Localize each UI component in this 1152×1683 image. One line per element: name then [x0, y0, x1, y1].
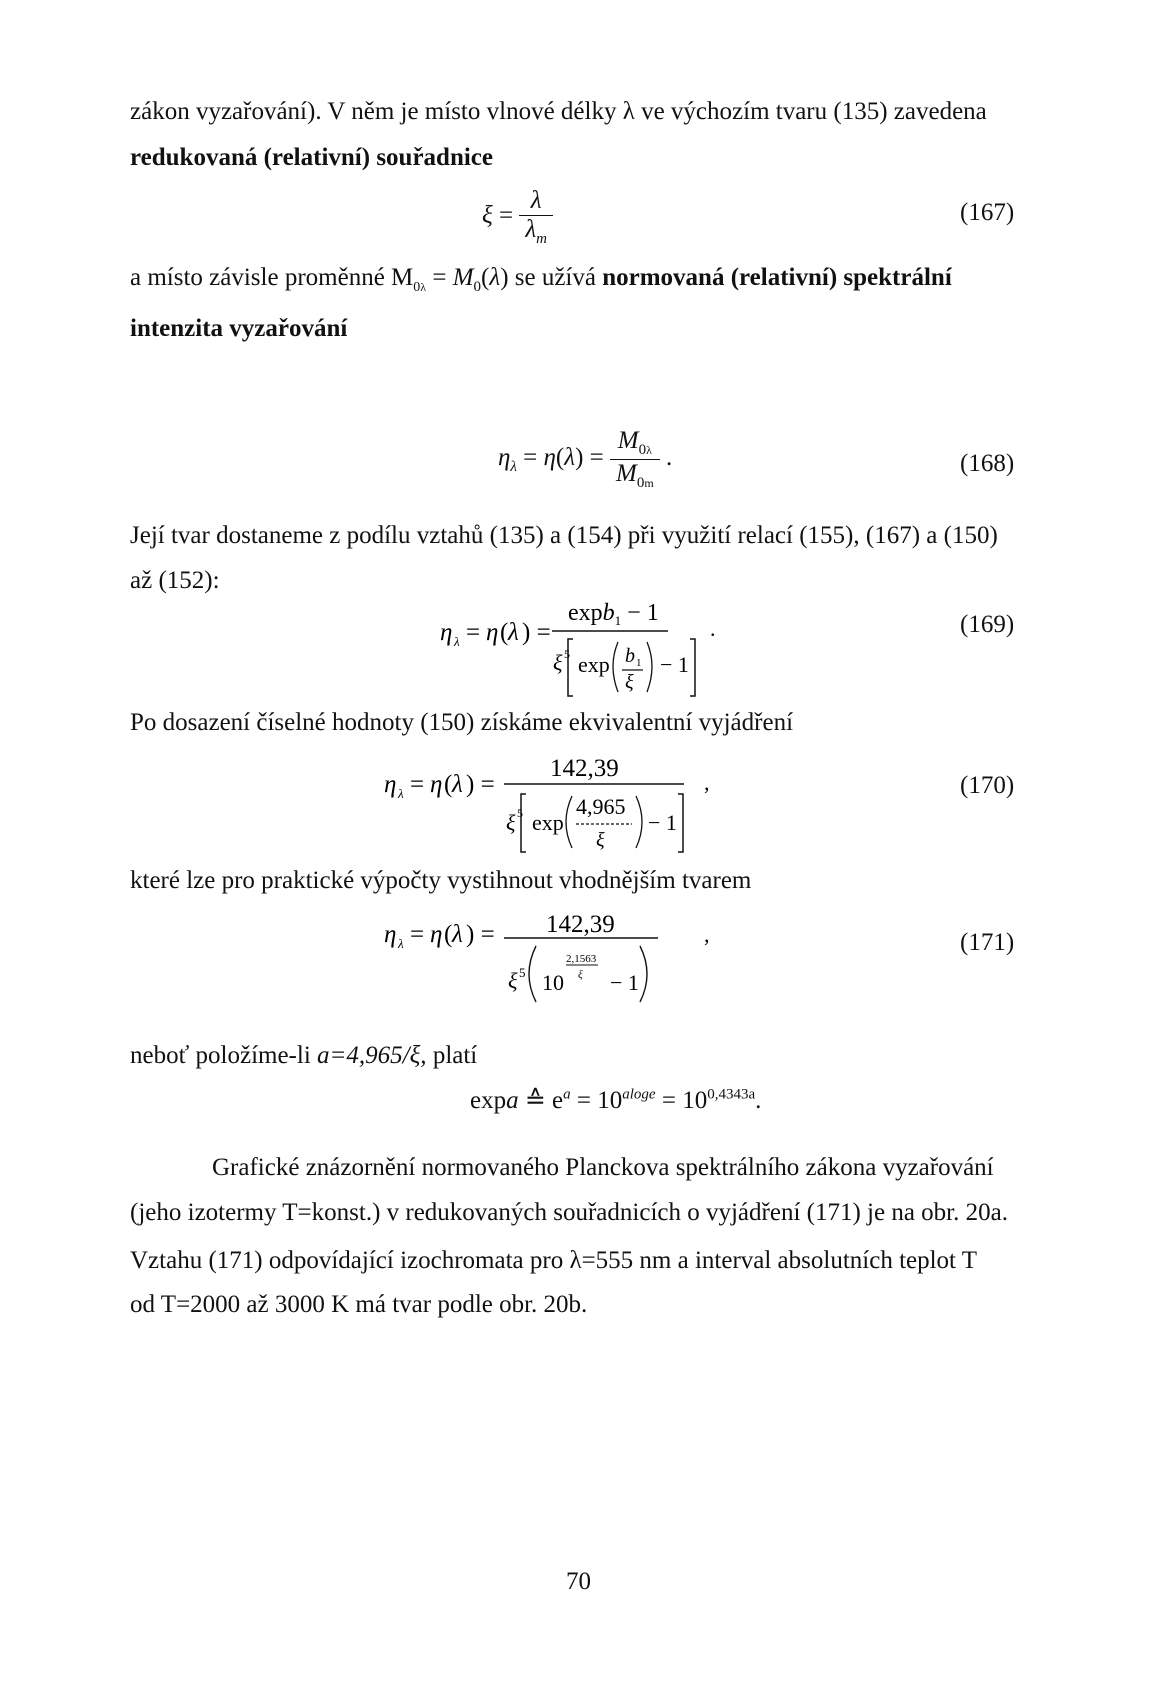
- svg-text:(: (: [444, 771, 453, 798]
- constant-4-965: 4,965: [576, 794, 626, 819]
- text-line-13: od T=2000 až 3000 K má tvar podle obr. 20b.: [130, 1291, 588, 1318]
- equation-170: [384, 744, 784, 864]
- text-line-4-bold: intenzita vyzařování: [130, 315, 348, 342]
- text-line-8: které lze pro praktické výpočty vystihnout vhodnějším tvarem: [130, 867, 752, 894]
- equation-number-169: (169): [960, 611, 1015, 638]
- text-line-9-math: a=4,965/ξ,: [317, 1042, 427, 1069]
- svg-text:η: η: [384, 921, 397, 948]
- svg-text:ξ: ξ: [506, 810, 516, 835]
- svg-text:ξ: ξ: [625, 671, 634, 693]
- equation-number-170: (170): [960, 772, 1015, 799]
- equation-exp-relation: expa ≙ $e^a = 10^{aloge} = 10^{0,4343a}$.: [470, 1086, 762, 1114]
- svg-text:η: η: [384, 771, 397, 798]
- equation-number-168: (168): [960, 450, 1015, 477]
- svg-text:− 1: − 1: [660, 652, 689, 677]
- equation-168: $\eta_\lambda = \eta(\lambda)$ = $\frac{M_{0\lambda}}{M_{0m}}$ .: [498, 427, 673, 491]
- svg-text:λ: λ: [398, 936, 404, 951]
- equation-number-167: (167): [960, 199, 1015, 226]
- svg-text:η: η: [430, 771, 443, 798]
- svg-text:exp: exp: [578, 652, 610, 677]
- text-line-3-prefix: a místo závisle proměnné M: [130, 264, 414, 291]
- text-line-6: až (152):: [130, 567, 220, 594]
- svg-text:) =: ) =: [466, 921, 495, 948]
- constant-142-39: 142,39: [550, 755, 619, 782]
- text-line-9-suffix: platí: [426, 1042, 478, 1069]
- svg-text:expb1 − 1: expb$_1$ − 1: [568, 600, 659, 628]
- text-line-11: (jeho izotermy T=konst.) v redukovaných souřadnicích o vyjádření (171) je na obr. 20a.: [130, 1199, 1008, 1226]
- text-line-9-prefix: neboť položíme-li: [130, 1042, 318, 1069]
- constant-2-1563: 2,1563: [566, 953, 597, 965]
- equation-169: [440, 592, 760, 702]
- svg-text:,: ,: [704, 770, 710, 795]
- svg-text:b: b: [625, 645, 635, 667]
- svg-text:5: 5: [517, 806, 523, 820]
- svg-text:ξ: ξ: [508, 968, 518, 993]
- svg-text:η: η: [440, 619, 453, 646]
- svg-text:) =: ) =: [466, 771, 495, 798]
- svg-text:ξ: ξ: [596, 829, 605, 851]
- text-line-3: a místo závisle proměnné $M_{0\lambda} = M_0(\lambda)$ se užívá normovaná (relativní) spektrální: [130, 264, 952, 295]
- page-number: 70: [566, 1568, 591, 1595]
- svg-text:=: =: [410, 921, 425, 948]
- exponent-04343a: 0,4343a: [707, 1086, 756, 1103]
- constant-10: 10: [542, 970, 564, 995]
- equation-171: [384, 898, 784, 1008]
- text-line-9: [130, 1041, 1030, 1071]
- svg-text:λ: λ: [452, 921, 463, 948]
- equation-number-171: (171): [960, 929, 1015, 956]
- svg-text:exp: exp: [532, 810, 564, 835]
- text-line-1: zákon vyzařování). V něm je místo vlnové délky λ ve výchozím tvaru (135) zavedena: [130, 98, 987, 125]
- text-line-3-bold: normovaná (relativní) spektrální: [602, 264, 952, 291]
- svg-text:) =: ) =: [522, 619, 551, 646]
- svg-text:5: 5: [519, 965, 526, 980]
- svg-text:λ: λ: [508, 619, 519, 646]
- svg-text:λ: λ: [452, 771, 463, 798]
- equation-167: ξ = $\frac{\lambda}{\lambda_m}$: [482, 187, 553, 248]
- svg-text:,: ,: [704, 922, 710, 947]
- text-line-12: Vztahu (171) odpovídající izochromata pro λ=555 nm a interval absolutních teplot T: [130, 1247, 978, 1274]
- svg-text:η: η: [430, 921, 443, 948]
- svg-text:.: .: [710, 616, 716, 641]
- constant-142-39-b: 142,39: [546, 911, 615, 938]
- text-line-10: Grafické znázornění normovaného Planckova spektrálního zákona vyzařování: [212, 1154, 994, 1181]
- svg-text:λ: λ: [454, 634, 460, 649]
- svg-text:− 1: − 1: [610, 970, 639, 995]
- svg-text:ξ: ξ: [578, 969, 583, 981]
- text-line-3-mid: se užívá: [508, 264, 603, 291]
- text-line-2-bold: redukovaná (relativní) souřadnice: [130, 144, 493, 171]
- svg-text:(: (: [444, 921, 453, 948]
- svg-text:1: 1: [636, 657, 642, 669]
- svg-text:− 1: − 1: [648, 810, 677, 835]
- svg-text:5: 5: [564, 647, 570, 661]
- exponent-aloge: aloge: [622, 1086, 656, 1103]
- text-line-7: Po dosazení číselné hodnoty (150) získáme ekvivalentní vyjádření: [130, 709, 794, 736]
- svg-text:=: =: [466, 619, 481, 646]
- svg-text:λ: λ: [398, 786, 404, 801]
- text-line-5: Její tvar dostaneme z podílu vztahů (135) a (154) při využití relací (155), (167) a (150): [130, 522, 998, 549]
- svg-text:ξ: ξ: [553, 650, 563, 675]
- svg-text:η: η: [486, 619, 499, 646]
- svg-text:(: (: [500, 619, 509, 646]
- svg-text:=: =: [410, 771, 425, 798]
